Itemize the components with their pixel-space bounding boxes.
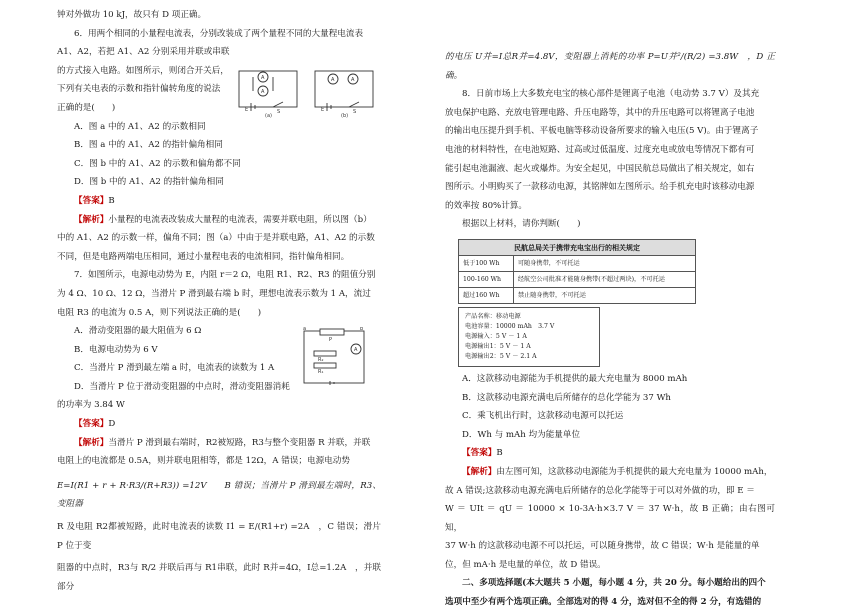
explanation-line: 小量程的电流表改装成大量程的电流表，需要并联电阻，所以图（b） bbox=[108, 214, 372, 225]
svg-text:A: A bbox=[354, 347, 358, 353]
table-row: 低于100 Wh 可随身携带，不可托运 bbox=[459, 255, 696, 271]
option-c: C．图 b 中的 A1、A2 的示数和偏角都不同 bbox=[74, 158, 241, 169]
explanation-line: R 及电阻 R2都被短路，此时电流表的读数 I1 = E/(R1+r) =2A ，C 错误；滑片 P 位于变 bbox=[57, 522, 381, 551]
explanation-tag: 【解析】 bbox=[74, 214, 109, 225]
fig-b-label: (b) bbox=[341, 113, 349, 119]
option-d: D．图 b 中的 A1、A2 的指针偏角相同 bbox=[74, 177, 224, 188]
answer-tag: 【答案】 bbox=[74, 419, 109, 430]
svg-text:E: E bbox=[321, 107, 325, 113]
question-6-line: A1、A2，若把 A1、A2 分别采用并联或串联 bbox=[57, 47, 230, 58]
answer-value: B bbox=[496, 448, 503, 459]
product-label: 产品名称：移动电源 电池容量：10000 mAh 3.7 V 电源输入：5 V － 1 A 电源输出1：5 V － 1 A 电源输出2：5 V － 2.1 A bbox=[458, 307, 600, 367]
answer-value: D bbox=[108, 419, 116, 430]
circuit-figure-q7 bbox=[300, 327, 370, 387]
svg-text:S: S bbox=[353, 109, 357, 115]
explanation-line: 故 A 错误;这款移动电源充满电后所储存的总化学能等于可以对外做的功，即 E ＝ bbox=[445, 485, 755, 496]
question-8-line: 图所示。小明购买了一款移动电源，其铭牌如左图所示。给手机充电时该移动电源 bbox=[445, 182, 755, 193]
question-8-line: 根据以上材料，请你判断( ) bbox=[462, 219, 581, 230]
question-7-line: 为 4 Ω、10 Ω、12 Ω，当滑片 P 滑到最右端 b 时，理想电流表示数为 1 A，流过 bbox=[57, 288, 371, 299]
text-line: 的电压 U并=I总R并=4.8V，变阻器上消耗的功率 P=U并²/(R/2) =3.8W ，D 正确。 bbox=[445, 52, 775, 81]
svg-text:R₁: R₁ bbox=[318, 369, 324, 375]
explanation-line: 37 W·h 的这款移动电源不可以托运，可以随身携带，故 C 错误；W·h 是能量的单 bbox=[445, 541, 760, 552]
explanation-line: 位，但 mA·h 是电量的单位，故 D 错误。 bbox=[445, 559, 606, 570]
question-6-line: 的方式接入电路。如图所示，则闭合开关后， bbox=[57, 65, 229, 76]
question-8-line: 放电保护电路、充放电管理电路、升压电路等，其中的升压电路可以将锂离子电池 bbox=[445, 107, 755, 118]
question-7-line: 电阻 R3 的电流为 0.5 A，则下列说法正确的是( ) bbox=[57, 307, 262, 318]
table-title: 民航总局关于携带充电宝出行的相关规定 bbox=[459, 239, 696, 255]
question-8-line: 电池的材料特性，在电池短路、过高或过低温度、过度充电或放电等情况下都有可 bbox=[445, 144, 755, 155]
svg-text:A: A bbox=[261, 75, 265, 81]
explanation-line: 电阻上的电流都是 0.5A，则并联电阻相等，都是 12Ω，A 错误；电源电动势 bbox=[57, 456, 350, 467]
option-b: B．图 a 中的 A1、A2 的指针偏角相同 bbox=[74, 140, 223, 151]
explanation-line: W ＝ UIt ＝ qU ＝ 10000 × 10-3A·h×3.7 V ＝ 37 W·h，故 B 正确；由右图可知， bbox=[445, 504, 775, 533]
circuit-figure-q6 bbox=[233, 67, 381, 119]
svg-text:A: A bbox=[261, 89, 265, 95]
option-c: C．当滑片 P 滑到最左端 a 时，电流表的读数为 1 A bbox=[74, 363, 275, 374]
option-b: B．电源电动势为 6 V bbox=[74, 344, 158, 355]
option-d-cont: 的功率为 3.84 W bbox=[57, 400, 125, 411]
svg-text:R₂: R₂ bbox=[318, 357, 324, 363]
explanation-line: 中的 A1、A2 的示数一样，偏角不同；图（a）中由于是并联电路，A1、A2 的示数 bbox=[57, 233, 375, 244]
explanation-line: E=I(R1 + r + R·R3/(R+R3)) =12V B 错误；当滑片 P 滑到最左端时，R3、变阻器 bbox=[57, 480, 381, 510]
question-8-line: 8．日前市场上大多数充电宝的核心部件是锂离子电池（电动势 3.7 V）及其充 bbox=[462, 89, 760, 100]
question-7-line: 7．如图所示，电源电动势为 E，内阻 r＝2 Ω，电阻 R1、R2、R3 的阻值分别 bbox=[74, 270, 376, 281]
option-a: A．滑动变阻器的最大阻值为 6 Ω bbox=[74, 326, 202, 337]
table-row: 100-160 Wh 经航空公司批准才能随身携带(不超过两块)，不可托运 bbox=[459, 271, 696, 287]
option-c: C．乘飞机出行时，这款移动电源可以托运 bbox=[462, 411, 624, 422]
svg-text:A: A bbox=[331, 77, 335, 83]
table-row: 超过160 Wh 禁止随身携带，不可托运 bbox=[459, 287, 696, 303]
answer-value: B bbox=[108, 195, 115, 206]
fig-a-label: (a) bbox=[265, 113, 272, 119]
question-6-line: 下列有关电表的示数和指针偏转角度的说法 bbox=[57, 84, 221, 95]
svg-text:S: S bbox=[277, 109, 281, 115]
explanation-tag: 【解析】 bbox=[462, 466, 497, 477]
section-heading: 选项中至少有两个选项正确。全部选对的得 4 分，选对但不全的得 2 分，有选错的 bbox=[445, 597, 762, 608]
question-8-line: 的效率按 80%计算。 bbox=[445, 200, 527, 211]
explanation-line: 当滑片 P 滑到最右端时，R2被短路，R3与整个变阻器 R 并联，并联 bbox=[108, 437, 371, 448]
text-line: 钟对外做功 10 kJ，故只有 D 项正确。 bbox=[57, 10, 207, 20]
question-6-line: 6．用两个相同的小量程电流表，分别改装成了两个量程不同的大量程电流表 bbox=[74, 28, 364, 39]
option-d: D．Wh 与 mAh 均为能量单位 bbox=[462, 429, 581, 440]
regulation-table bbox=[458, 239, 696, 304]
svg-text:a: a bbox=[303, 327, 307, 332]
explanation-line: 由左图可知，这款移动电源能为手机提供的最大充电量为 10000 mAh， bbox=[496, 466, 773, 477]
answer-tag: 【答案】 bbox=[74, 195, 109, 206]
question-8-line: 能引起电池漏液、起火或爆炸。为安全起见，中国民航总局做出了相关规定，如右 bbox=[445, 163, 755, 174]
explanation-line: 不同，但是电路两端电压相同，通过小量程电表的电流相同，指针偏角相同。 bbox=[57, 251, 350, 262]
explanation-tag: 【解析】 bbox=[74, 437, 109, 448]
svg-text:b: b bbox=[360, 327, 364, 332]
section-heading: 二、多项选择题(本大题共 5 小题，每小题 4 分，共 20 分。每小题给出的四个 bbox=[462, 578, 766, 589]
question-8-line: 的输出电压提升到手机、平板电脑等移动设备所要求的输入电压(5 V)。由于锂离子 bbox=[445, 126, 759, 137]
option-b: B．这款移动电源充满电后所储存的总化学能为 37 Wh bbox=[462, 392, 671, 403]
option-a: A．图 a 中的 A1、A2 的示数相同 bbox=[74, 121, 206, 132]
svg-text:P: P bbox=[329, 337, 333, 343]
answer-tag: 【答案】 bbox=[462, 448, 497, 459]
svg-text:A: A bbox=[351, 77, 355, 83]
right-column bbox=[445, 48, 775, 612]
explanation-line: 阻器的中点时，R3与 R/2 并联后再与 R1串联，此时 R并=4Ω，I总=1.2A ，并联部分 bbox=[57, 563, 381, 592]
question-6-line: 正确的是( ) bbox=[57, 102, 116, 113]
option-a: A．这款移动电源能为手机提供的最大充电量为 8000 mAh bbox=[462, 373, 688, 384]
svg-text:E: E bbox=[245, 107, 249, 113]
option-d: D．当滑片 P 位于滑动变阻器的中点时，滑动变阻器消耗 bbox=[74, 381, 290, 392]
